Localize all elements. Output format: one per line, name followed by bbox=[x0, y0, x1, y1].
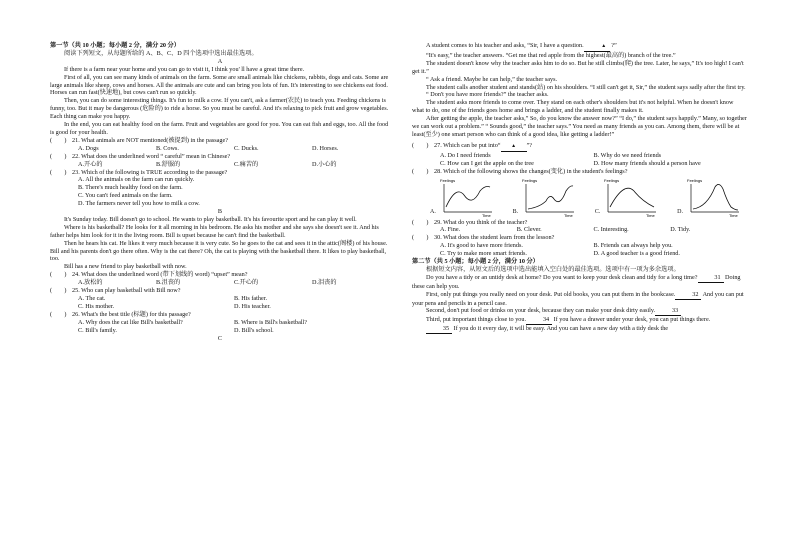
answer-paren[interactable]: ( ) bbox=[50, 152, 67, 160]
question-stem: 26. What's the best title (标题) for this passage? bbox=[72, 310, 191, 318]
triangle-marker-icon: ▲ bbox=[601, 44, 607, 49]
answer-paren[interactable]: ( ) bbox=[50, 287, 67, 295]
blank-32[interactable]: 32 bbox=[675, 291, 701, 300]
x-axis-label: Time bbox=[728, 212, 738, 217]
question-25-options bbox=[50, 295, 390, 303]
paragraph-text: If you do it every day, it will be easy. And you can have a new day with a tidy desk the bbox=[452, 325, 669, 333]
question-25-options-row2 bbox=[50, 303, 390, 311]
option-a: A. All the animals on the farm can run quickly. bbox=[78, 176, 195, 184]
answer-paren[interactable]: ( ) bbox=[412, 234, 429, 242]
question-stem: 24. What does the underlined word (带下划线的 word) “upset” mean? bbox=[72, 271, 248, 279]
passage-c-paragraph: The student asks more friends to come over. They stand on each other's shoulders but it's not helpful. When he doesn't know what to do, one of the friends goes home and brings a ladder, and the student finally makes it. bbox=[412, 99, 734, 115]
option-c: C.开心的 bbox=[234, 279, 259, 287]
right-column bbox=[412, 42, 747, 334]
answer-paren[interactable]: ( ) bbox=[50, 271, 67, 279]
x-axis-label: Time bbox=[481, 212, 491, 217]
question-30-options-row2 bbox=[412, 250, 747, 258]
passage-c-paragraph: The student calls another student and stands(站) on his shoulders. “I still can't get it, Sir,” the student says sadly after the first try. bbox=[426, 83, 746, 91]
option-a: A.开心的 bbox=[78, 160, 103, 168]
answer-paren[interactable]: ( ) bbox=[412, 167, 429, 175]
option-d: D. How many friends should a person have bbox=[593, 159, 701, 167]
passage-a-label: A bbox=[217, 57, 223, 65]
graph-option-b bbox=[513, 177, 577, 217]
section2-paragraph bbox=[412, 307, 747, 316]
option-c: C.痛苦的 bbox=[234, 160, 259, 168]
paragraph-text: First, only put things you really need on your desk. Put old books, you can put them in the bookcase. bbox=[426, 290, 676, 298]
question-27-options bbox=[412, 152, 747, 160]
passage-c-paragraph: “ Ask a friend. Maybe he can help,” the teacher says. bbox=[426, 75, 558, 83]
question-27 bbox=[412, 142, 747, 152]
feelings-curve-c-chart bbox=[602, 177, 658, 217]
question-blank-27 bbox=[584, 42, 610, 52]
question-stem: 30. What does the student learn from the lesson? bbox=[434, 234, 555, 242]
section1-instruction: 阅读下列短文，从每题所给的 A、B、C、D 四个选项中选出最佳选项。 bbox=[64, 49, 258, 57]
paragraph-text: Do you have a tidy or an untidy desk at home? Do you want to keep your desk clean and tidy for a long time? bbox=[426, 273, 698, 281]
option-d: D. A good teacher is a good friend. bbox=[593, 250, 680, 258]
question-stem bbox=[434, 142, 532, 152]
passage-c-paragraph: “ Don't you have more friends?” the teacher asks. bbox=[426, 91, 549, 99]
option-d: D. The farmers never tell you how to milk a cow. bbox=[78, 200, 200, 208]
passage-b-paragraph: Bill has a new friend to play basketball with now. bbox=[64, 263, 187, 271]
passage-c-paragraph: “It's easy,” the teacher answers. “Get me that red apple from the highest(最高的) branch of the tree.” bbox=[426, 51, 676, 59]
question-26-options bbox=[50, 319, 390, 327]
option-a: A.放松的 bbox=[78, 279, 103, 287]
question-29-options bbox=[412, 226, 747, 234]
y-axis-label: Feelings bbox=[439, 177, 455, 183]
graph-option-a bbox=[430, 177, 494, 217]
passage-c-question-end: ?” bbox=[609, 42, 617, 49]
section2-paragraph bbox=[412, 291, 747, 308]
passage-c-paragraph: The student doesn't know why the teacher asks him to do so. But he still climbs(爬) the tree. Later, he says,” It's too high! I can't get it.” bbox=[412, 59, 744, 75]
question-29 bbox=[412, 219, 747, 227]
y-axis-label: Feelings bbox=[604, 177, 620, 183]
question-21 bbox=[50, 137, 390, 145]
option-d: D. His teacher. bbox=[234, 302, 271, 310]
question-blank bbox=[501, 142, 527, 152]
option-a: A. Fine. bbox=[440, 226, 461, 234]
option-a: A. Why does the cat like Bill's basketball? bbox=[78, 318, 183, 326]
question-28 bbox=[412, 168, 747, 176]
passage-b-paragraph: Where is his basketball? He looks for it all morning in his bedroom. He asks his mother and she says she doesn't see it. And his father helps him look for it in the living room. Bill is upset because he can't find the basketball. bbox=[50, 223, 379, 239]
feelings-curve-d-chart bbox=[685, 177, 741, 217]
passage-c-paragraph: After getting the apple, the teacher asks,” So, do you know the answer now?” “I do,” the student says happily.” Many, so together we can work out a problem.” “ Sounds good,” the teacher says.” You need as many friends as you can. Among them, there will be at least(至少) one smart person who can think of a good idea, like getting a ladder!” bbox=[412, 115, 747, 138]
graph-label: C. bbox=[594, 208, 601, 215]
blank-33[interactable]: 33 bbox=[655, 307, 681, 316]
question-26-options-row2 bbox=[50, 327, 390, 335]
paragraph-text: If you have a drawer under your desk, you can put things there. bbox=[552, 316, 711, 324]
answer-paren[interactable]: ( ) bbox=[412, 218, 429, 226]
option-d: D.泪丧的 bbox=[312, 279, 337, 287]
answer-paren[interactable]: ( ) bbox=[50, 310, 67, 318]
question-stem: 23. Which of the following is TRUE according to the passage? bbox=[72, 168, 228, 176]
question-stem: 25. Who can play basketball with Bill now? bbox=[72, 287, 181, 295]
question-stem: 21. What animals are NOT mentioned(被提到) in the passage? bbox=[72, 136, 228, 144]
question-27-options-row2 bbox=[412, 160, 747, 168]
paragraph-text: Doing these can help you. bbox=[412, 273, 741, 290]
option-b: B.舒服的 bbox=[156, 160, 181, 168]
option-b: B.沮丧的 bbox=[156, 279, 181, 287]
blank-31[interactable]: 31 bbox=[698, 274, 724, 283]
option-c: C. You can't feed animals on the farm. bbox=[78, 192, 173, 200]
graph-label: B. bbox=[512, 208, 519, 215]
feelings-curve-a-chart bbox=[438, 177, 494, 217]
answer-paren[interactable]: ( ) bbox=[412, 141, 429, 149]
option-d: D. Bill's school. bbox=[234, 326, 274, 334]
question-24 bbox=[50, 271, 390, 279]
section2-paragraph bbox=[412, 325, 747, 334]
passage-b-label: B bbox=[217, 208, 223, 216]
option-a: A. The cat. bbox=[78, 295, 106, 302]
option-b: B. Where is Bill's basketball? bbox=[234, 318, 308, 326]
option-b: B. Clever. bbox=[516, 226, 542, 234]
option-d: D. Horses. bbox=[312, 144, 339, 152]
y-axis-label: Feelings bbox=[686, 177, 703, 183]
feelings-curve-b-chart bbox=[520, 177, 576, 217]
option-c: C. Bill's family. bbox=[78, 326, 117, 334]
question-21-options bbox=[50, 145, 390, 153]
question-22 bbox=[50, 153, 390, 161]
option-b: B. Why do we need friends bbox=[593, 151, 662, 159]
passage-a-paragraph: In the end, you can eat healthy food on the farm. Fruit and vegetables are good for you. You can eat fish and eggs, too. All the food is good for your health. bbox=[50, 121, 389, 136]
question-stem-before: 27. Which can be put into“ bbox=[434, 141, 501, 149]
feelings-graphs bbox=[412, 177, 747, 217]
paragraph-text: Third, put important things close to you. bbox=[426, 316, 527, 324]
question-22-options bbox=[50, 161, 390, 169]
passage-a-paragraph: First of all, you can see many kinds of animals on the farm. Some are small animals like chickens, rabbits, dogs and cats. Some are large animals like sheep, cows and horses. All the animals are cute and can bring you lots of fun. It's interesting to see chickens eat food. Horses can run fast(快速地), but cows can't run so quickly. bbox=[50, 73, 389, 97]
graph-option-c bbox=[595, 177, 659, 217]
answer-paren[interactable]: ( ) bbox=[50, 168, 67, 176]
section1-title: 第一节（共 10 小题；每小题 2 分，满分 20 分） bbox=[50, 42, 180, 49]
option-c: C. Interesting. bbox=[593, 226, 629, 234]
section2-instruction: 根据短文内容，从短文后的选项中选出能填入空白处的最佳选项。选项中有一项为多余选项。 bbox=[426, 265, 680, 273]
passage-b-paragraph: It's Sunday today. Bill doesn't go to school. He wants to play basketball. It's his favourite sport and he can play it well. bbox=[64, 215, 357, 223]
x-axis-label: Time bbox=[646, 212, 656, 217]
option-b: B. There's much healthy food on the farm. bbox=[78, 184, 183, 192]
paragraph-text: Second, don't put food or drinks on your desk, because they can make your desk dirty easily. bbox=[426, 307, 656, 315]
graph-label: A. bbox=[430, 208, 436, 215]
passage-c-paragraph bbox=[412, 42, 747, 52]
passage-c-first-line: A student comes to his teacher and asks, “Sir, I have a question. bbox=[426, 42, 584, 49]
question-stem: 28. Which of the following shows the changes(变化) in the student's feelings? bbox=[434, 167, 628, 175]
triangle-marker-icon: ▲ bbox=[511, 143, 517, 149]
question-30 bbox=[412, 234, 747, 242]
y-axis-label: Feelings bbox=[522, 177, 538, 183]
graph-label: D. bbox=[677, 208, 683, 215]
option-b: B. His father. bbox=[234, 295, 267, 302]
question-25 bbox=[50, 287, 390, 295]
passage-a-paragraph: If there is a farm near your home and you can go to visit it, I think you' ll have a great time there. bbox=[64, 65, 305, 73]
question-stem: 22. What does the underlined word “ careful” mean in Chinese? bbox=[72, 152, 231, 160]
question-24-options bbox=[50, 279, 390, 287]
question-stem-after: ”? bbox=[526, 141, 533, 149]
option-a: A. Dogs bbox=[78, 144, 99, 152]
question-stem: 29. What do you think of the teacher? bbox=[434, 218, 528, 226]
passage-a-paragraph: Then, you can do some interesting things. It's fun to milk a cow. If you can't, ask a farmer(农民) to teach you. Feeding chickens is funny, too. But it may be dangerous (危险的) to ride a horse. So you must be careful. And it's relaxing to pick fruit and grow vegetables. Each thing can make you happy. bbox=[50, 97, 389, 121]
x-axis-label: Time bbox=[564, 212, 573, 217]
option-a: A. It's good to have more friends. bbox=[440, 242, 523, 250]
option-b: B. Cows. bbox=[156, 144, 179, 152]
option-c: C. His mother. bbox=[78, 302, 115, 310]
answer-paren[interactable]: ( ) bbox=[50, 136, 67, 144]
paragraph-text: And you can put your pens and pencils in a pencil case. bbox=[412, 290, 744, 307]
option-c: C. Ducks. bbox=[234, 144, 259, 152]
option-c: C. Try to make more smart friends. bbox=[440, 250, 527, 258]
left-column bbox=[50, 42, 390, 342]
blank-34[interactable]: 34 bbox=[526, 316, 552, 325]
graph-option-d bbox=[677, 177, 741, 217]
passage-b-paragraph: Then he hears his cat. He likes it very much because it is very cute. So he goes to the cat and sees it in the attic(阁楼) of his house. Bill and his parents don't go there often. Why is the cat there? Oh, the cat is playing with the basketball there. It likes to play basketball, too. bbox=[50, 239, 388, 263]
option-b: B. Friends can always help you. bbox=[593, 242, 673, 250]
section2-title: 第二节（共 5 小题；每小题 2 分，满分 10 分） bbox=[412, 258, 539, 266]
blank-35[interactable]: 35 bbox=[426, 325, 452, 334]
question-26 bbox=[50, 311, 390, 319]
question-23 bbox=[50, 169, 390, 177]
option-a: A. Do I need friends bbox=[440, 151, 491, 159]
option-d: D. Tidy. bbox=[670, 226, 691, 234]
option-c: C. How can I get the apple on the tree bbox=[440, 159, 534, 167]
section2-paragraph bbox=[412, 274, 747, 291]
question-30-options bbox=[412, 242, 747, 250]
section2-paragraph bbox=[412, 316, 747, 325]
option-d: D.小心的 bbox=[312, 160, 337, 168]
passage-c-label: C bbox=[217, 334, 223, 342]
